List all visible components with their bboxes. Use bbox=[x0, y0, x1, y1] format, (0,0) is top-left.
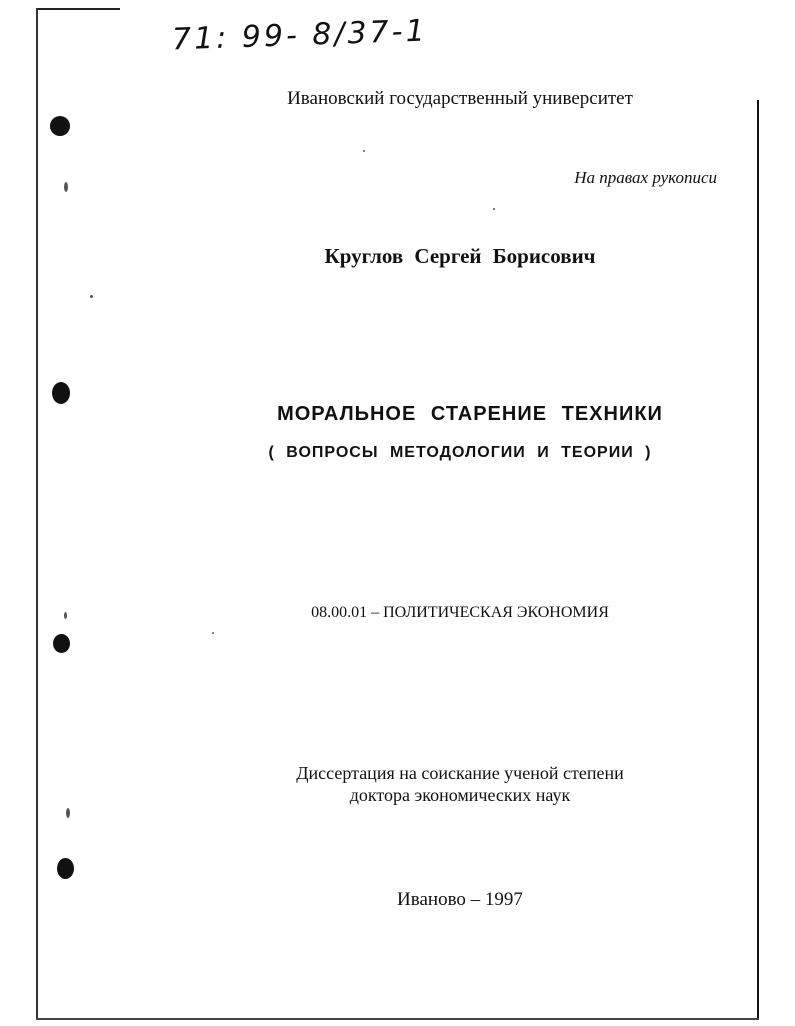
city-year: Иваново – 1997 bbox=[397, 889, 523, 910]
punch-hole bbox=[53, 634, 70, 653]
dissertation-statement bbox=[240, 762, 680, 806]
punch-hole bbox=[57, 858, 74, 879]
scan-speck bbox=[363, 150, 365, 152]
punch-hole bbox=[52, 382, 70, 404]
scan-speck bbox=[64, 612, 67, 619]
frame-right-line bbox=[757, 100, 759, 1020]
document-subtitle: ( ВОПРОСЫ МЕТОДОЛОГИИ И ТЕОРИИ ) bbox=[268, 444, 652, 461]
handwritten-archive-code: 71: 99- 8/37-1 bbox=[171, 13, 429, 58]
scan-speck bbox=[493, 208, 495, 210]
dissertation-line-2: доктора экономических наук bbox=[349, 785, 571, 805]
specialty-code: 08.00.01 – ПОЛИТИЧЕСКАЯ ЭКОНОМИЯ bbox=[311, 604, 609, 621]
frame-bottom-line bbox=[36, 1018, 759, 1020]
author-name: Круглов Сергей Борисович bbox=[324, 244, 596, 268]
university-name: Ивановский государственный университет bbox=[287, 88, 633, 109]
frame-left-line bbox=[36, 8, 38, 1020]
punch-hole bbox=[50, 116, 70, 136]
dissertation-line-1: Диссертация на соискание ученой степени bbox=[296, 763, 624, 783]
document-title: МОРАЛЬНОЕ СТАРЕНИЕ ТЕХНИКИ bbox=[277, 403, 663, 425]
scan-speck bbox=[66, 808, 70, 818]
frame-top-line bbox=[36, 8, 120, 10]
scan-speck bbox=[212, 632, 214, 634]
manuscript-rights-note: На правах рукописи bbox=[574, 168, 717, 187]
scan-speck bbox=[64, 182, 68, 192]
scan-speck bbox=[90, 295, 93, 298]
